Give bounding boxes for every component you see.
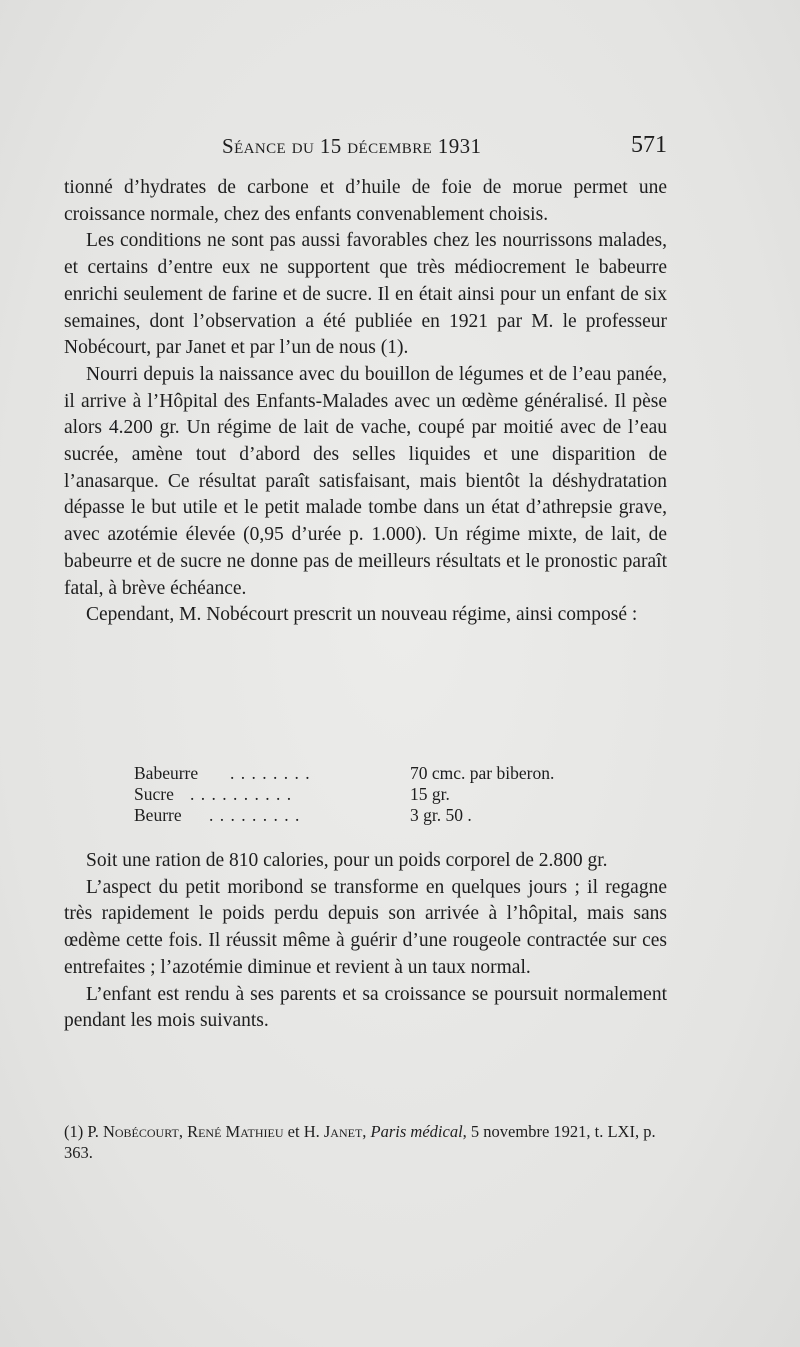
page-header xyxy=(64,132,667,166)
ration-item-value: 15 gr. xyxy=(410,784,450,804)
footnote xyxy=(64,1122,667,1163)
ration-row xyxy=(134,784,614,805)
ration-item-name: Sucre xyxy=(134,784,174,804)
footnote-author: Janet xyxy=(323,1122,363,1141)
ration-item-value: 70 cmc. par biberon. xyxy=(410,763,555,783)
paragraph: Les conditions ne sont pas aussi favorables chez les nourrissons malades, et certains d’entre eux ne supportent que très médiocrement le babeurre enrichi seulement de farine et de sucre. Il en était ainsi pour un enfant de six semaines, dont l’observation a été publiée en 1921 par M. le professeur Nobécourt, par Janet et par l’un de nous (1). xyxy=(64,230,667,359)
body-text-top xyxy=(64,175,667,629)
leader-dots: . . . . . . . . . xyxy=(209,805,301,825)
footnote-author: René Mathieu xyxy=(187,1122,284,1141)
paragraph: L’enfant est rendu à ses parents et sa croissance se poursuit normalement pendant les mois suivants. xyxy=(64,983,667,1032)
footnote-marker: (1) P. xyxy=(64,1122,99,1141)
running-head: Séance du 15 décembre 1931 xyxy=(222,134,482,158)
leader-dots: . . . . . . . . xyxy=(230,763,311,783)
footnote-separator: , xyxy=(362,1122,371,1141)
leader-dots: . . . . . . . . . . xyxy=(190,784,293,804)
footnote-citation: , 5 novembre 1921, t. LXI, p. 363. xyxy=(64,1122,656,1162)
body-text-bottom xyxy=(64,848,667,1035)
ration-row xyxy=(134,805,614,826)
page-number: 571 xyxy=(631,132,667,158)
paragraph: Cependant, M. Nobécourt prescrit un nouveau régime, ainsi composé : xyxy=(86,604,638,626)
ration-item-name: Babeurre xyxy=(134,763,199,783)
paragraph: Soit une ration de 810 calories, pour un poids corporel de 2.800 gr. xyxy=(86,850,608,871)
paragraph: Nourri depuis la naissance avec du bouillon de légumes et de l’eau panée, il arrive à l’Hôpital des Enfants-Malades avec un œdème généralisé. Il pèse alors 4.200 gr. Un régime de lait de vache, coupé par moitié avec de l’eau sucrée, amène tout d’abord des selles liquides et une disparition de l’anasarque. Ce résultat paraît satisfaisant, mais bientôt la déshydratation dépasse le but utile et le petit malade tombe dans un état d’athrepsie grave, avec azotémie élevée (0,95 d’urée p. 1.000). Un régime mixte, de lait, de babeurre et de sucre ne donne pas de meilleurs résultats et le pronostic paraît fatal, à brève échéance. xyxy=(64,363,667,599)
footnote-separator: et H. xyxy=(283,1122,324,1141)
footnote-journal: Paris médical xyxy=(370,1122,463,1141)
paragraph: L’aspect du petit moribond se transforme en quelques jours ; il regagne très rapidement le poids perdu depuis son arrivée à l’hôpital, mais sans œdème cette fois. Il réussit même à guérir d’une rougeole contractée sur ces entrefaites ; l’azotémie diminue et revient à un taux normal. xyxy=(64,876,667,978)
ration-item-value: 3 gr. 50 . xyxy=(410,805,472,825)
ration-table xyxy=(134,763,614,826)
ration-row xyxy=(134,763,614,784)
footnote-author: Nobécourt xyxy=(102,1122,179,1141)
ration-item-name: Beurre xyxy=(134,805,182,825)
footnote-separator: , xyxy=(178,1122,188,1141)
paragraph: tionné d’hydrates de carbone et d’huile de foie de morue permet une croissance normale, chez des enfants convenablement choisis. xyxy=(64,177,667,225)
